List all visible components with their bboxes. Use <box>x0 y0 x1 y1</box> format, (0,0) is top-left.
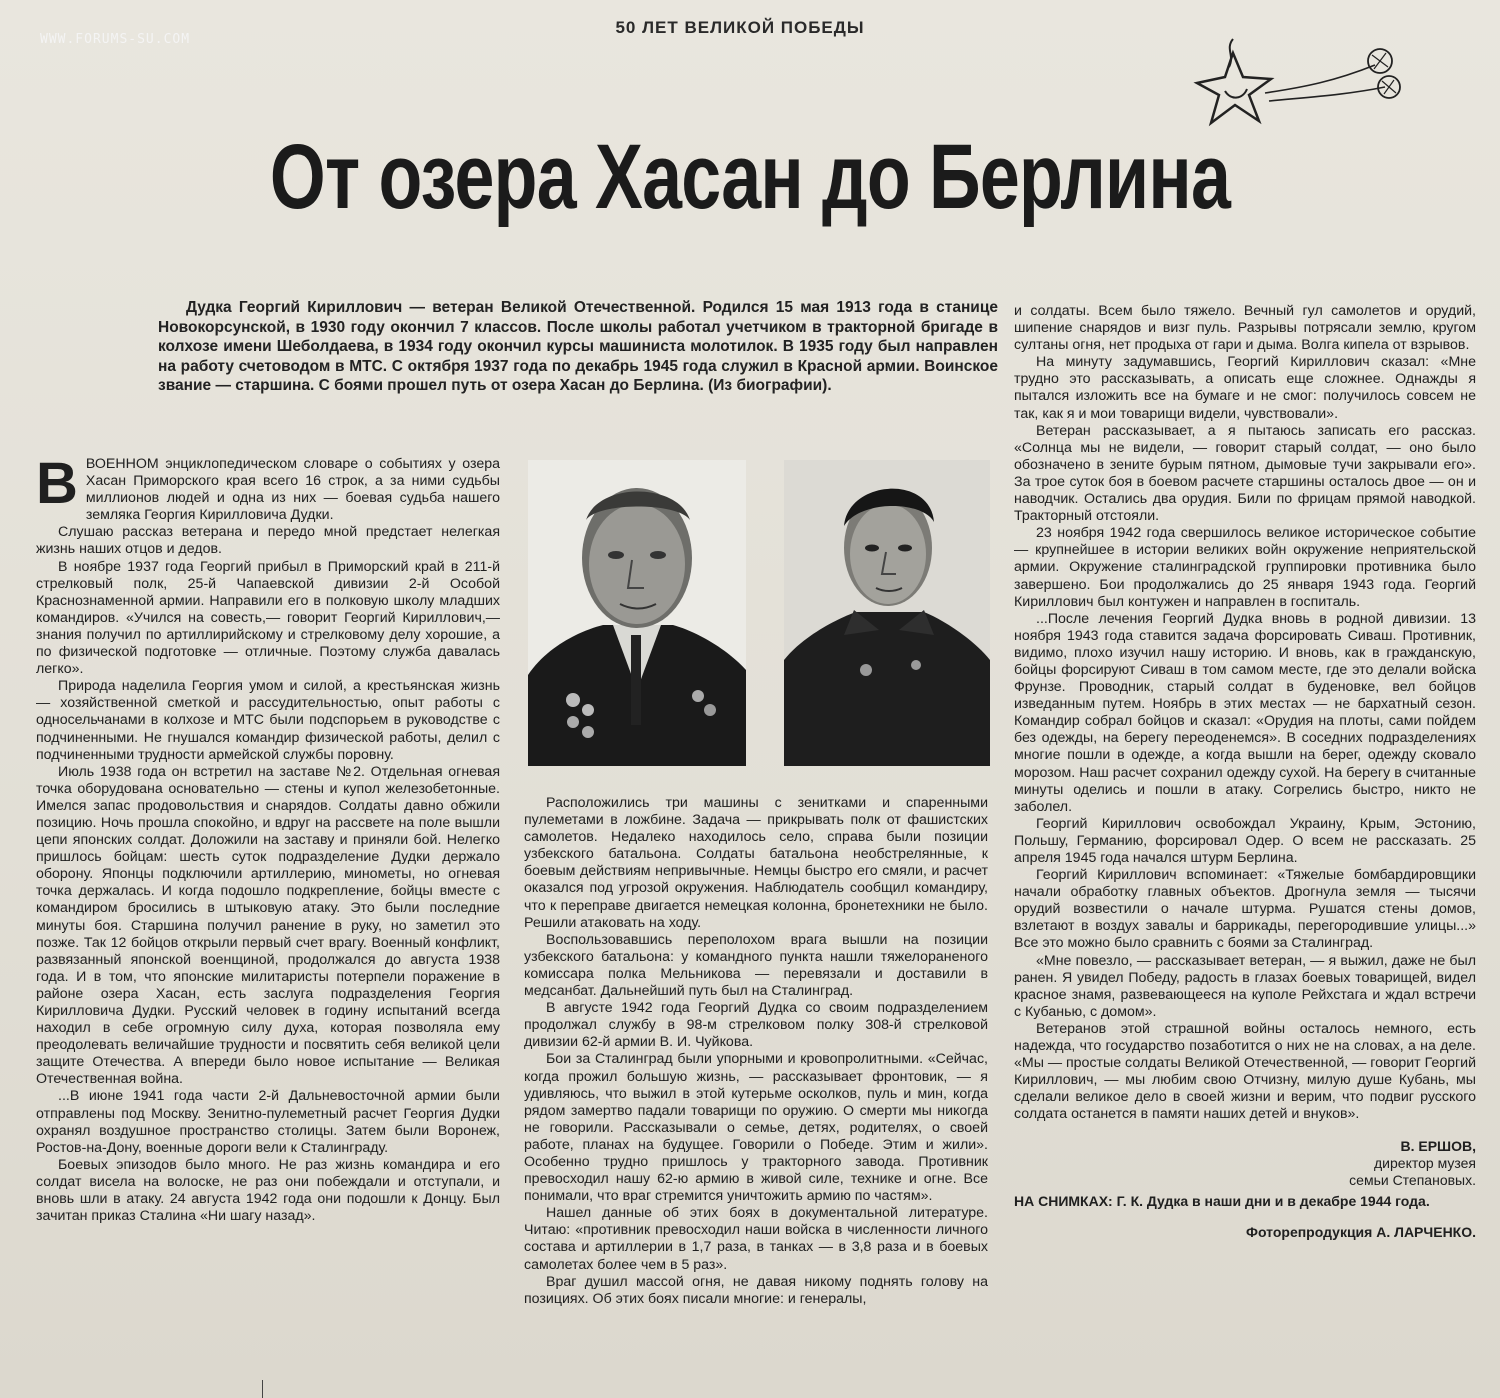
author-title: семьи Степановых. <box>1349 1171 1476 1188</box>
paragraph: Июль 1938 года он встретил на заставе №2. Отдельная огневая точка оборудована основательно — стены и купол железобетонные. Имелся запас продовольствия и снарядов. Солдаты давно обжили позицию. Ночь прошла спокойно, и вдруг на рассвете на поле вышли цепи японских солдат. Доложили на заставу и приняли бой. Нелегко пришлось бойцам: шесть суток подразделение Дудки держало оборону. Японцы подключили артиллерию, минометы, но огневая точка держалась. И когда подошло подкрепление, бойцы вместе с командиром бросились в штыковую атаку. Это были последние минуты боя. Старшина получил ранение в руку, но заметил это позже. Так 12 бойцов открыли первый счет врагу. Военный конфликт, развязанный японской военщиной, продолжался до августа 1938 года. И в том, что японские милитаристы потерпели поражение в районе озера Хасан, есть заслуга подразделения Георгия Кирилловича Дудки. Русский человек в годину испытаний всегда находил в себе огромную силу духа, которая позволяла ему преодолевать величайшие трудности и посвятить себя великой цели защите Отечества. А впереди было новое испытание — Великая Отечественная война. <box>36 763 500 1088</box>
drop-cap: В <box>36 451 78 516</box>
author-title: директор музея <box>1374 1154 1476 1171</box>
paragraph: В августе 1942 года Георгий Дудка со своим подразделением продолжал службу в 98-м стрелковом полку 308-й стрелковой дивизии 62-й армии В. И. Чуйкова. <box>524 1000 988 1051</box>
paragraph: 23 ноября 1942 года свершилось великое историческое событие — крупнейшее в истории великих войн окружение неприятельской армии. Окружение сталинградской группировки противника было завершено. Бои продолжались до 25 января 1943 года. Георгий Кириллович был контужен и направлен в госпиталь. <box>1014 525 1476 610</box>
lead-paragraph <box>158 298 998 396</box>
paragraph: Нашел данные об этих боях в документальной литературе. Читаю: «противник превосходил наши войска в численности личного состава и артиллерии в 1,7 раза, в танках — в 3,8 раза и в боевых самолетах более чем в 5 раз». <box>524 1205 988 1273</box>
column-divider <box>262 1380 263 1398</box>
paragraph: Ветеран рассказывает, а я пытаюсь записать его рассказ. «Солнца мы не видели, — говорит старый солдат, — оно было обозначено в зените бурым пятном, дымовые тучи закрывали его». За трое суток боя в боевом расчете старшины осталось двое — он и наводчик. Остались два орудия. Били по фрицам прямой наводкой. Тракторный отстояли. <box>1014 422 1476 525</box>
paragraph: Природа наделила Георгия умом и силой, а крестьянская жизнь — хозяйственной сметкой и рассудительностью, опыт работы с односельчанами в колхозе и МТС были подспорьем в руководстве с подчиненными. Не гнушался командир физической работы, делил с подчиненными трудности армейской службы поровну. <box>36 678 500 763</box>
paragraph: ...В июне 1941 года части 2-й Дальневосточной армии были отправлены под Москву. Зенитно-пулеметный расчет Георгия Дудки охранял воздушное пространство столицы. Затем были Воронеж, Ростов-на-Дону, военные дороги вели к Сталинграду. <box>36 1088 500 1156</box>
paragraph: На минуту задумавшись, Георгий Кириллович сказал: «Мне трудно это рассказывать, а описать еще сложнее. Однажды я пытался изложить все на бумаге и не смог: получилось совсем не так, как я и мои товарищи видели, чувствовали». <box>1014 354 1476 422</box>
paragraph: Воспользовавшись переполохом врага вышли на позиции узбекского батальона: у командного пункта нашли тяжелораненого комиссара полка Мельникова — перевязали и доставили в медсанбат. Дальнейший путь был на Сталинград. <box>524 931 988 1000</box>
lead-text: Дудка Георгий Кириллович — ветеран Великой Отечественной. Родился 15 мая 1913 года в станице Новокорсунской, в 1930 году окончил 7 классов. После школы работал учетчиком в тракторной бригаде в колхозе имени Шеболдаева, в 1934 году окончил курсы машиниста молотилок. В 1935 году был направлен на работу счетоводом в МТС. С октября 1937 года по декабрь 1945 года служил в Красной армии. Воинское звание — старшина. С боями прошел путь от озера Хасан до Берлина. (Из биографии). <box>158 299 998 394</box>
author-name: В. ЕРШОВ, <box>1400 1137 1476 1154</box>
paragraph: ВОЕННОМ энциклопедическом словаре о событиях у озера Хасан Приморского края всего 16 строк, а за ними судьбы миллионов людей и одна из них — боевая судьба нашего земляка Георгия Кирилловича Дудки. <box>85 456 500 524</box>
paragraph: Георгий Кириллович вспоминает: «Тяжелые бомбардировщики начали обработку главных объектов. Дрогнула земля — тысячи орудий возвестили о начале штурма. Рушатся стены домов, взлетают в воздух завалы и баррикады, перегородившие улицы...» Все это можно было сравнить с боями за Сталинград. <box>1014 867 1476 952</box>
paragraph: и солдаты. Всем было тяжело. Вечный гул самолетов и орудий, шипение снарядов и визг пуль. Разрывы потрясали землю, кругом султаны огня, нет продыха от гари и дыма. Волга кипела от взрывов. <box>1014 303 1476 354</box>
photo-credit: Фоторепродукция А. ЛАРЧЕНКО. <box>1246 1223 1476 1240</box>
veteran-portrait-photo <box>528 460 746 766</box>
paragraph: В ноябре 1937 года Георгий прибыл в Приморский край в 211-й стрелковый полк, 25-й Чапаевской дивизии 2-й Особой Краснознаменной армии. Направили его в полковую школу младших командиров. «Учился на совесть,— говорит Георгий Кириллович,— знания получил по артиллирийскому и стрелковому делу хорошие, а по физической подготовке — отличные. Поэтому служба давалась легко». <box>36 558 500 678</box>
photo-captions: НА СНИМКАХ: Г. К. Дудка в наши дни и в декабре 1944 года. <box>1014 1192 1430 1209</box>
paragraph: Георгий Кириллович освобождал Украину, Крым, Эстонию, Польшу, Германию, форсировал Одер. О всем не рассказать. 25 апреля 1945 года начался штурм Берлина. <box>1014 815 1476 866</box>
young-soldier-portrait-photo <box>784 460 990 766</box>
paragraph: ...После лечения Георгий Дудка вновь в родной дивизии. 13 ноября 1943 года ставится задача форсировать Сиваш. Противник, видимо, плохо изучил нашу историю. И вновь, как в гражданскую, бойцы форсируют Сиваш в том самом месте, где это делали войска Фрунзе. Проводник, старый солдат в буденовке, вел бойцов изведанным путем. Ноябрь в этих местах — не бархатный сезон. Командир собрал бойцов и сказал: «Орудия на плоты, сами пойдем без одежды, на берегу переоденемся». В соседних подразделениях многие пошли в одежде, а когда вышли на берег, одежду сковало морозом. Наш расчет сохранил одежду сухой. На берегу в считанные минуты оделись и пошли в атаку. Согрелись быстро, никто не заболел. <box>1014 610 1476 815</box>
section-rubric: 50 ЛЕТ ВЕЛИКОЙ ПОБЕДЫ <box>615 18 865 37</box>
author-signature <box>1014 1138 1476 1189</box>
watermark: WWW.FORUMS-SU.COM <box>40 32 191 47</box>
veteran-portrait-icon <box>528 460 746 766</box>
paragraph: Ветеранов этой страшной войны осталось немного, есть надежда, что государство позаботится о них не на словах, а на деле. «Мы — простые солдаты Великой Отечественной, — говорит Георгий Кириллович, — мы любим свою Отчизну, милую душе Кубань, мы сделали великое дело в своей жизни и верим, что подвиг русского солдата останется в памяти наших детей и внуков». <box>1014 1020 1477 1123</box>
article-column-2 <box>524 795 988 1308</box>
paragraph: Боевых эпизодов было много. Не раз жизнь командира и его солдат висела на волоске, не раз они побеждали и отступали, и вновь шли в атаку. 24 августа 1942 года они подошли к Донцу. Был зачитан приказ Сталина «Ни шагу назад». <box>36 1156 500 1225</box>
paragraph: «Мне повезло, — рассказывает ветеран, — я выжил, даже не был ранен. Я увидел Победу, радость в глазах боевых товарищей, видел красное знамя, развевающееся на куполе Рейхстага и ждал встречи с Кубанью, с домом». <box>1014 952 1476 1020</box>
young-soldier-portrait-icon <box>784 460 990 766</box>
paragraph: Слушаю рассказ ветерана и передо мной предстает нелегкая жизнь наших отцов и дедов. <box>36 524 500 558</box>
headline: От озера Хасан до Берлина <box>269 126 1231 228</box>
paragraph: Враг душил массой огня, не давая никому поднять голову на позициях. Об этих боях писали многие: и генералы, <box>524 1273 988 1307</box>
paragraph: Расположились три машины с зенитками и спаренными пулеметами в ложбине. Задача — прикрывать полк от фашистских самолетов. Недалеко находилось село, справа были позиции узбекского батальона. Солдаты батальона необстрелянные, к боевым действиям непривычные. Немцы быстро его смяли, и расчет оказался под угрозой окружения. Наблюдатель сообщил командиру, что к переправе двигается немецкая колонна, бронетехники не было. Решили атаковать на ходу. <box>524 795 988 931</box>
paragraph: Бои за Сталинград были упорными и кровопролитными. «Сейчас, когда прожил большую жизнь, — рассказывает фронтовик, — я удивляюсь, что выжил в этой кутерьме осколков, пуль и мин, когда рядом замертво падали товарищи по оружию. О смерти мы никогда не говорили. Рассказывали о семье, детях, родителях, о своей работе, планах на будущее. Говорили о Победе. Этим и жили». Особенно трудно пришлось у тракторного завода. Противник превосходил нашу 62-ю армию в живой силе, технике и огне. Все понимали, что враг стремится уничтожить армию по частям». <box>524 1051 988 1205</box>
article-column-1 <box>36 451 500 1225</box>
article-column-3 <box>1014 303 1476 1241</box>
